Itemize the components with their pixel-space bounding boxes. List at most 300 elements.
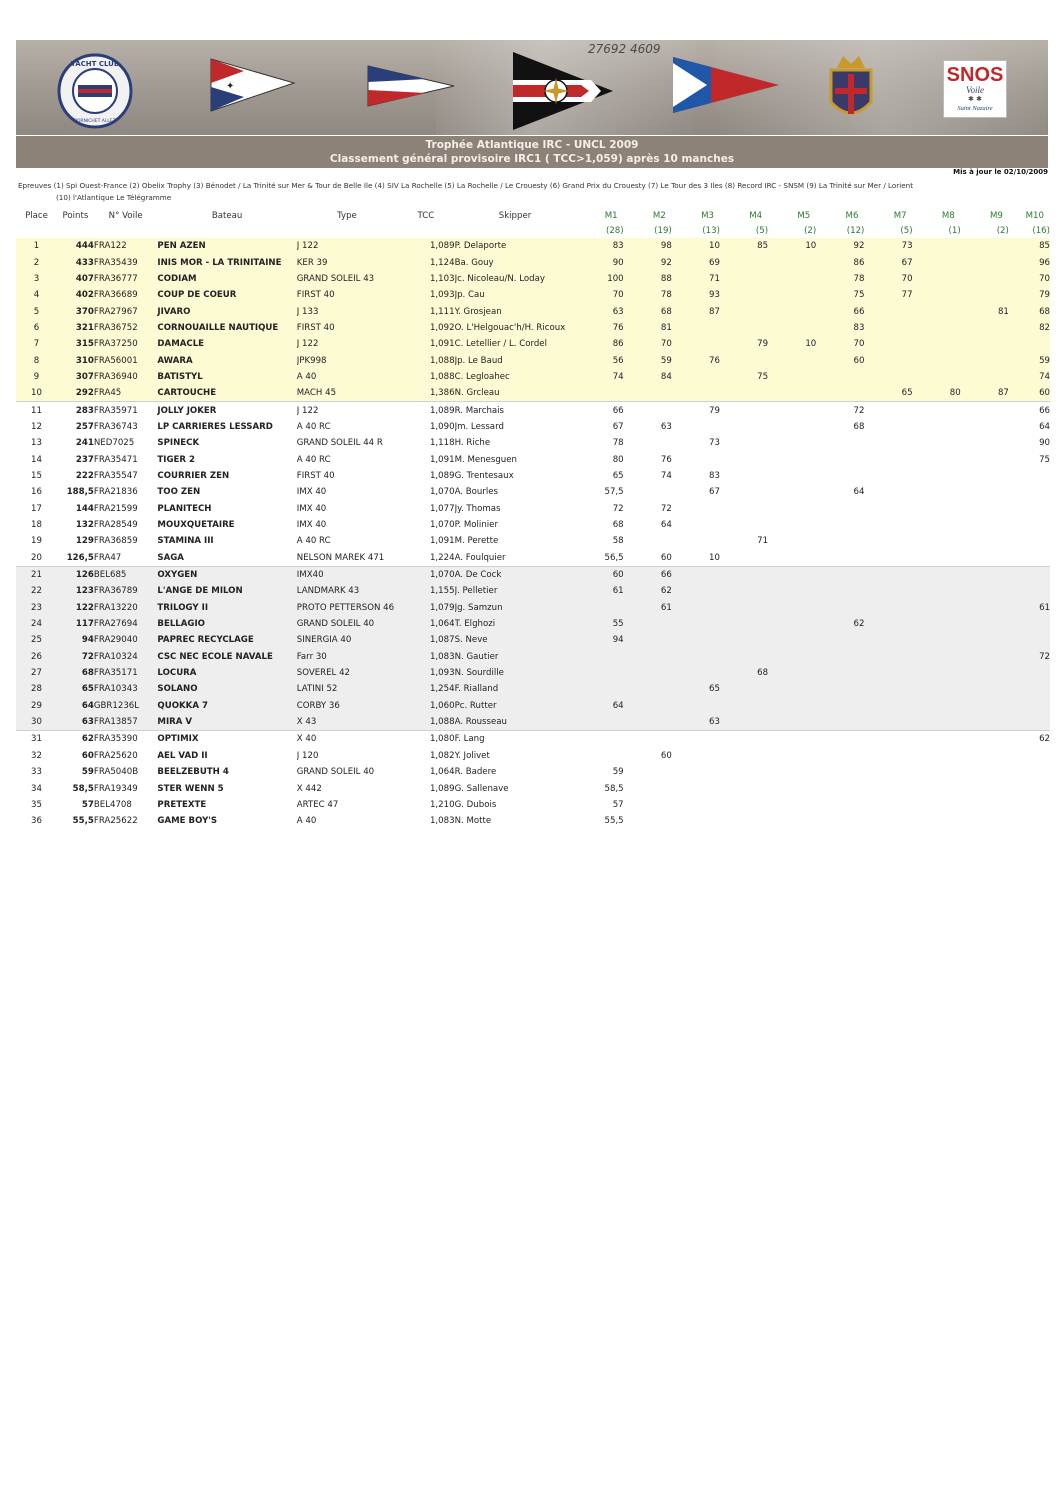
cell-sail-number: BEL4708 xyxy=(93,799,132,810)
cell-boat-name: TRILOGY II xyxy=(157,600,296,616)
cell-m9 xyxy=(961,451,1009,467)
cell-m1: 56,5 xyxy=(604,552,624,563)
cell-m1: 68 xyxy=(612,520,624,531)
cell-m10: 82 xyxy=(1009,320,1050,336)
cell-m9 xyxy=(961,665,1009,681)
cell-points: 57 xyxy=(81,799,94,810)
cell-sail-number: FRA36752 xyxy=(94,320,158,336)
cell-m10: 79 xyxy=(1009,287,1050,303)
cell-points: 370 xyxy=(57,303,94,319)
cell-m10 xyxy=(1009,501,1050,517)
cell-m6 xyxy=(816,665,864,681)
cell-m10: 60 xyxy=(1009,385,1050,402)
cell-tcc: 1,077 xyxy=(429,503,455,514)
cell-m5 xyxy=(768,287,816,303)
cell-boat-name: LOCURA xyxy=(157,665,296,681)
cell-m8 xyxy=(913,797,961,813)
cell-sail-number: FRA47 xyxy=(93,552,122,563)
cell-tcc: 1,091 xyxy=(429,536,455,547)
cell-m10 xyxy=(1009,780,1050,796)
cell-skipper: A. Foulquier xyxy=(454,552,506,563)
cell-sail-number: FRA37250 xyxy=(94,336,158,352)
cell-boat-type: LANDMARK 43 xyxy=(297,583,397,599)
cell-m7 xyxy=(864,698,912,714)
cell-skipper: Ba. Gouy xyxy=(455,254,576,270)
cell-m4 xyxy=(720,748,768,764)
cell-m10 xyxy=(1009,533,1050,549)
cell-boat-name: BEELZEBUTH 4 xyxy=(157,767,229,778)
cell-sail-number: FRA28549 xyxy=(93,520,138,531)
cell-m7: 70 xyxy=(864,271,912,287)
cell-points: 307 xyxy=(57,369,94,385)
cell-m10 xyxy=(1009,468,1050,484)
cell-m3: 83 xyxy=(709,470,720,481)
cell-tcc: 1,087 xyxy=(397,632,454,648)
cell-m7 xyxy=(864,369,912,385)
cell-m2: 76 xyxy=(660,454,672,465)
cell-m8 xyxy=(913,517,961,533)
cell-sail-number: FRA35971 xyxy=(94,402,158,419)
cell-points: 315 xyxy=(57,336,94,352)
table-row xyxy=(16,369,1050,385)
cell-m6: 60 xyxy=(816,352,864,368)
cell-m1: 100 xyxy=(575,271,623,287)
cell-m8 xyxy=(913,632,961,648)
cell-m2 xyxy=(624,402,672,419)
cell-place: 1 xyxy=(16,238,57,254)
table-row xyxy=(16,533,1050,549)
table-row xyxy=(16,435,1050,451)
cell-boat-type: X 442 xyxy=(296,783,322,794)
cell-tcc: 1,103 xyxy=(397,271,454,287)
cell-m2 xyxy=(624,385,672,402)
cell-m1: 66 xyxy=(575,402,623,419)
cell-boat-name: PLANITECH xyxy=(157,503,212,514)
cell-m5 xyxy=(768,550,816,567)
cell-m9 xyxy=(961,517,1009,533)
cell-m6 xyxy=(816,566,864,583)
cell-m10 xyxy=(1009,698,1050,714)
cell-points: 123 xyxy=(57,583,94,599)
cell-m2 xyxy=(624,780,672,796)
table-row xyxy=(16,303,1050,319)
cell-boat-type: FIRST 40 xyxy=(297,320,397,336)
cell-m8 xyxy=(913,468,961,484)
cell-m4: 75 xyxy=(720,369,768,385)
cell-m1: 67 xyxy=(612,421,624,432)
cell-tcc: 1,064 xyxy=(429,767,455,778)
cell-skipper: R. Marchais xyxy=(455,402,576,419)
cell-skipper: N. Grcleau xyxy=(455,385,576,402)
cell-m7 xyxy=(864,402,912,419)
cell-m6 xyxy=(816,714,864,731)
cell-m3: 73 xyxy=(709,438,720,449)
cell-tcc: 1,083 xyxy=(397,649,454,665)
cell-boat-type: MACH 45 xyxy=(297,385,397,402)
column-header-m2: M2 xyxy=(652,210,666,221)
page-subtitle: Classement général provisoire IRC1 ( TCC>1,059) après 10 manches xyxy=(329,153,735,165)
cell-m1: 63 xyxy=(575,303,623,319)
cell-m9 xyxy=(961,402,1009,419)
race-count-m2: (19) xyxy=(654,225,672,236)
header-banner xyxy=(16,40,1048,135)
cell-m3: 71 xyxy=(672,271,720,287)
cell-points: 310 xyxy=(57,352,94,368)
update-date: Mis à jour le 02/10/2009 xyxy=(953,168,1048,176)
cell-m3 xyxy=(672,731,720,748)
cell-m1: 65 xyxy=(612,470,624,481)
cell-m4 xyxy=(720,681,768,697)
table-row xyxy=(16,517,1050,533)
cell-skipper: M. Menesguen xyxy=(454,454,517,465)
cell-m4 xyxy=(720,600,768,616)
cell-m5 xyxy=(768,714,816,731)
cell-m1: 80 xyxy=(612,454,624,465)
cell-skipper: F. Lang xyxy=(455,731,576,748)
cell-points: 94 xyxy=(57,632,94,648)
cell-m8 xyxy=(913,287,961,303)
cell-m8 xyxy=(913,435,961,451)
cell-m2: 63 xyxy=(660,421,672,432)
cell-points: 132 xyxy=(75,520,94,531)
cell-boat-name: LP CARRIERES LESSARD xyxy=(157,421,273,432)
cell-m3 xyxy=(672,320,720,336)
table-row xyxy=(16,813,1050,829)
cell-boat-name: L'ANGE DE MILON xyxy=(157,583,296,599)
table-row xyxy=(16,698,1050,714)
cell-m3: 63 xyxy=(672,714,720,731)
cell-m5 xyxy=(768,665,816,681)
cell-boat-name: PEN AZEN xyxy=(157,238,296,254)
cell-boat-name: SPINECK xyxy=(157,438,200,449)
cell-skipper: C. Legloahec xyxy=(455,369,576,385)
cell-sail-number: FRA27967 xyxy=(94,303,158,319)
cell-tcc: 1,090 xyxy=(429,421,455,432)
table-row xyxy=(16,616,1050,632)
cell-points: 65 xyxy=(57,681,94,697)
page-title: Trophée Atlantique IRC - UNCL 2009 xyxy=(425,139,639,151)
cell-m8 xyxy=(913,419,961,435)
cell-place: 32 xyxy=(31,750,42,761)
cell-m6 xyxy=(816,385,864,402)
cell-m8 xyxy=(913,566,961,583)
column-header-m9: M9 xyxy=(990,210,1003,221)
cell-boat-name: AWARA xyxy=(157,352,296,368)
cell-tcc: 1,089 xyxy=(397,238,454,254)
cell-boat-name: CSC NEC ECOLE NAVALE xyxy=(157,649,296,665)
cell-m1: 94 xyxy=(575,632,623,648)
cell-boat-type: J 122 xyxy=(297,238,397,254)
table-row xyxy=(16,714,1050,731)
cell-m9 xyxy=(961,419,1009,435)
cell-m2 xyxy=(624,533,672,549)
cell-m6 xyxy=(816,600,864,616)
cell-m9 xyxy=(961,238,1009,254)
cell-tcc: 1,064 xyxy=(397,616,454,632)
cell-m4 xyxy=(720,303,768,319)
cell-sail-number: GBR1236L xyxy=(94,698,158,714)
cell-place: 34 xyxy=(31,783,42,794)
cell-place: 17 xyxy=(31,503,42,514)
cell-m2 xyxy=(624,764,672,780)
cell-skipper: P. Molinier xyxy=(454,520,498,531)
cell-m3 xyxy=(672,649,720,665)
cell-place: 12 xyxy=(31,421,42,432)
cell-m5 xyxy=(768,533,816,549)
cell-m10 xyxy=(1009,583,1050,599)
cell-m10 xyxy=(1009,484,1050,500)
cell-skipper: C. Letellier / L. Cordel xyxy=(455,336,576,352)
cell-skipper: A. Bourles xyxy=(454,487,499,498)
cell-m9: 87 xyxy=(961,385,1009,402)
cell-m6: 70 xyxy=(816,336,864,352)
cell-place: 35 xyxy=(31,799,42,810)
cell-m9 xyxy=(961,484,1009,500)
table-row xyxy=(16,402,1050,419)
race-count-m6: (12) xyxy=(846,225,865,236)
race-count-m8: (1) xyxy=(948,225,961,236)
cell-tcc: 1,111 xyxy=(397,303,454,319)
cell-m10: 96 xyxy=(1009,254,1050,270)
cell-m6: 75 xyxy=(816,287,864,303)
cell-boat-name: QUOKKA 7 xyxy=(157,698,296,714)
cell-m9 xyxy=(961,731,1009,748)
cell-m7 xyxy=(864,616,912,632)
cell-boat-name: AEL VAD II xyxy=(157,750,208,761)
yacht-club-logo xyxy=(56,52,134,130)
cell-sail-number: FRA29040 xyxy=(94,632,158,648)
cell-m3 xyxy=(672,797,720,813)
burgee-2-icon xyxy=(366,62,456,110)
cell-m5 xyxy=(768,780,816,796)
cell-m3 xyxy=(672,780,720,796)
cell-m2: 60 xyxy=(660,750,672,761)
cell-m9 xyxy=(961,435,1009,451)
cell-m7 xyxy=(864,780,912,796)
cell-tcc: 1,254 xyxy=(397,681,454,697)
cell-m10 xyxy=(1009,665,1050,681)
cell-tcc: 1,083 xyxy=(429,816,455,827)
cell-m8: 80 xyxy=(913,385,961,402)
cell-m7: 67 xyxy=(864,254,912,270)
cell-m1: 57,5 xyxy=(604,487,624,498)
cell-m6 xyxy=(816,797,864,813)
cell-m7 xyxy=(864,484,912,500)
table-header-row xyxy=(16,208,1050,223)
cell-m3: 76 xyxy=(672,352,720,368)
cell-m2: 84 xyxy=(624,369,672,385)
cell-m4: 68 xyxy=(720,665,768,681)
cell-m3: 93 xyxy=(672,287,720,303)
cell-place: 5 xyxy=(16,303,57,319)
cell-m8 xyxy=(913,714,961,731)
cell-m8 xyxy=(913,731,961,748)
cell-m2: 68 xyxy=(624,303,672,319)
cell-m10: 59 xyxy=(1009,352,1050,368)
cell-m3 xyxy=(672,501,720,517)
cell-m2 xyxy=(624,681,672,697)
table-row xyxy=(16,731,1050,748)
cell-m5 xyxy=(768,681,816,697)
cell-place: 8 xyxy=(16,352,57,368)
cell-boat-type: X 43 xyxy=(297,714,397,731)
cell-m3 xyxy=(672,566,720,583)
cell-m2: 62 xyxy=(624,583,672,599)
cell-m1: 55,5 xyxy=(604,816,624,827)
cell-m3: 10 xyxy=(709,552,720,563)
cell-m2 xyxy=(624,632,672,648)
column-header-type: Type xyxy=(337,210,357,221)
cell-m9 xyxy=(961,336,1009,352)
cell-place: 2 xyxy=(16,254,57,270)
cell-place: 21 xyxy=(16,566,57,583)
cell-skipper: T. Elghozi xyxy=(455,616,576,632)
cell-boat-name: PAPREC RECYCLAGE xyxy=(157,632,296,648)
cell-m9 xyxy=(961,616,1009,632)
cell-m6: 62 xyxy=(816,616,864,632)
cell-skipper: Jp. Cau xyxy=(455,287,576,303)
cell-place: 26 xyxy=(16,649,57,665)
table-row xyxy=(16,797,1050,813)
column-header-m6: M6 xyxy=(845,210,859,221)
cell-m4 xyxy=(720,813,768,829)
cell-points: 122 xyxy=(57,600,94,616)
cell-m4 xyxy=(720,254,768,270)
cell-place: 15 xyxy=(31,470,42,481)
table-row xyxy=(16,632,1050,648)
burgee-4-icon xyxy=(671,55,781,115)
cell-skipper: Jp. Le Baud xyxy=(455,352,576,368)
cell-boat-type: A 40 RC xyxy=(296,536,331,547)
cell-m6 xyxy=(816,550,864,567)
cell-m2: 64 xyxy=(660,520,672,531)
cell-points: 62 xyxy=(57,731,94,748)
cell-m3 xyxy=(672,632,720,648)
cell-m9 xyxy=(961,681,1009,697)
cell-m5 xyxy=(768,748,816,764)
cell-sail-number: FRA36743 xyxy=(93,421,138,432)
cell-boat-name: BELLAGIO xyxy=(157,616,296,632)
cell-m10 xyxy=(1009,566,1050,583)
cell-m2 xyxy=(624,665,672,681)
cell-m7 xyxy=(864,352,912,368)
cell-m10: 72 xyxy=(1009,649,1050,665)
cell-m5 xyxy=(768,813,816,829)
cell-m3 xyxy=(672,600,720,616)
cell-m10: 85 xyxy=(1009,238,1050,254)
cell-m3 xyxy=(672,336,720,352)
cell-place: 33 xyxy=(31,767,42,778)
cell-boat-name: TOO ZEN xyxy=(157,487,201,498)
cell-tcc: 1,060 xyxy=(397,698,454,714)
svg-text:PORNICHET ALLEZ: PORNICHET ALLEZ xyxy=(74,119,116,124)
cell-m1: 76 xyxy=(575,320,623,336)
cell-m9 xyxy=(961,698,1009,714)
cell-boat-type: A 40 xyxy=(296,816,317,827)
table-row xyxy=(16,748,1050,764)
cell-m6: 68 xyxy=(853,421,865,432)
table-row xyxy=(16,600,1050,616)
cell-m8 xyxy=(913,698,961,714)
cell-m5 xyxy=(768,468,816,484)
cell-m1: 83 xyxy=(575,238,623,254)
cell-m4 xyxy=(720,468,768,484)
cell-m10: 74 xyxy=(1009,369,1050,385)
table-row xyxy=(16,320,1050,336)
snos-logo: SNOS Voile ✱ ✱ Saint Nazaire xyxy=(943,60,1007,118)
cell-sail-number: NED7025 xyxy=(93,438,135,449)
cell-points: 63 xyxy=(57,714,94,731)
cell-m4 xyxy=(720,419,768,435)
cell-tcc: 1,155 xyxy=(397,583,454,599)
sail-number: 27692 4609 xyxy=(588,42,661,56)
cell-tcc: 1,070 xyxy=(429,487,455,498)
cell-skipper: Pc. Rutter xyxy=(455,698,576,714)
cell-m10: 64 xyxy=(1039,421,1050,432)
cell-place: 25 xyxy=(16,632,57,648)
cell-points: 444 xyxy=(57,238,94,254)
cell-place: 23 xyxy=(16,600,57,616)
cell-m1: 56 xyxy=(575,352,623,368)
cell-m8 xyxy=(913,764,961,780)
cell-boat-name: STER WENN 5 xyxy=(157,783,224,794)
cell-m6 xyxy=(816,649,864,665)
cell-m8 xyxy=(913,681,961,697)
cell-tcc: 1,124 xyxy=(397,254,454,270)
cell-m6 xyxy=(816,813,864,829)
cell-m4 xyxy=(720,797,768,813)
cell-m4 xyxy=(720,501,768,517)
cell-m10 xyxy=(1009,714,1050,731)
cell-m4 xyxy=(720,583,768,599)
cell-boat-type: A 40 RC xyxy=(296,454,331,465)
cell-sail-number: FRA122 xyxy=(94,238,158,254)
cell-m6: 86 xyxy=(816,254,864,270)
cell-m7: 65 xyxy=(864,385,912,402)
cell-m9 xyxy=(961,271,1009,287)
crest-icon xyxy=(821,52,881,130)
cell-m10 xyxy=(1009,813,1050,829)
cell-m9 xyxy=(961,254,1009,270)
cell-tcc: 1,093 xyxy=(397,287,454,303)
cell-points: 60 xyxy=(81,750,94,761)
cell-m8 xyxy=(913,303,961,319)
cell-m10 xyxy=(1009,748,1050,764)
cell-m7 xyxy=(864,665,912,681)
cell-sail-number: FRA36777 xyxy=(94,271,158,287)
cell-m1: 58,5 xyxy=(604,783,624,794)
cell-m5 xyxy=(768,419,816,435)
cell-m1: 61 xyxy=(575,583,623,599)
cell-m3 xyxy=(672,451,720,467)
cell-m1 xyxy=(575,649,623,665)
cell-sail-number: FRA10343 xyxy=(94,681,158,697)
cell-tcc: 1,089 xyxy=(429,783,455,794)
cell-m4: 71 xyxy=(757,536,769,547)
table-row xyxy=(16,665,1050,681)
table-row xyxy=(16,484,1050,500)
cell-m2: 60 xyxy=(660,552,672,563)
cell-m4 xyxy=(720,271,768,287)
cell-m4 xyxy=(720,385,768,402)
cell-m7 xyxy=(864,813,912,829)
cell-m7 xyxy=(864,550,912,567)
cell-m5 xyxy=(768,731,816,748)
cell-boat-type: J 122 xyxy=(297,402,397,419)
cell-m4 xyxy=(720,714,768,731)
cell-m2: 66 xyxy=(624,566,672,583)
cell-m4 xyxy=(720,435,768,451)
